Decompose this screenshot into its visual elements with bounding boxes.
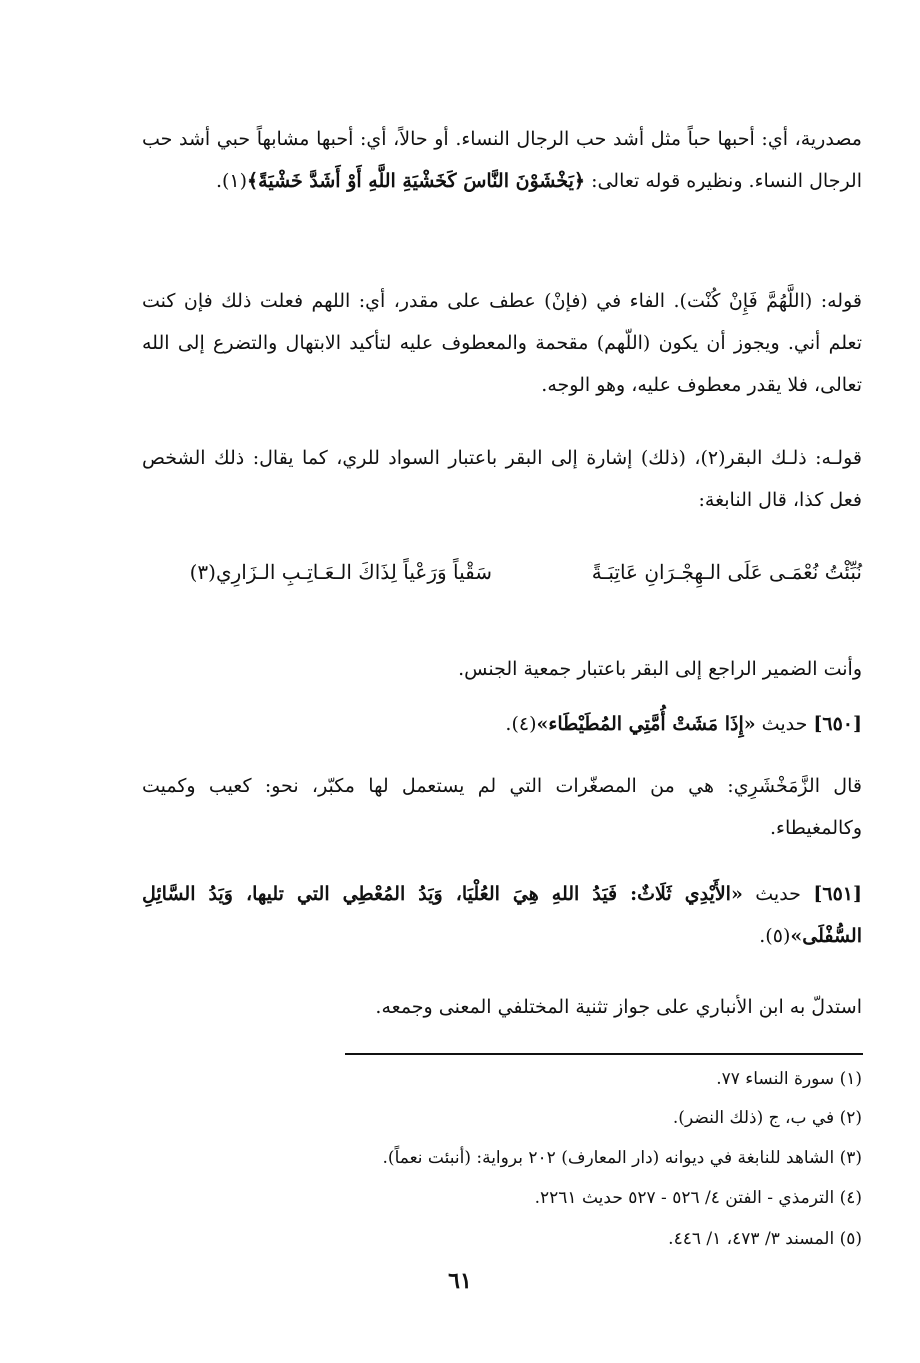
hadith-650 bbox=[142, 703, 862, 745]
paragraph-6 bbox=[142, 765, 862, 849]
paragraph-8 bbox=[142, 986, 862, 1028]
quran-verse: ﴿يَخْشَوْنَ النَّاسَ كَخَشْيَةِ اللَّهِ أَوْ أَشَدَّ خَشْيَةً﴾ bbox=[247, 170, 586, 192]
footnote-1: (١) سورة النساء ٧٧. bbox=[716, 1069, 862, 1089]
footnote-5: (٥) المسند ٣/ ٤٧٣، ١/ ٤٤٦. bbox=[668, 1229, 862, 1249]
hadith-number: [٦٥٠] bbox=[813, 713, 862, 735]
footnote-4: (٤) الترمذي - الفتن ٤/ ٥٢٦ - ٥٢٧ حديث ٢٢٦١. bbox=[534, 1188, 862, 1208]
footnote-3: (٣) الشاهد للنابغة في ديوانه (دار المعارف) ٢٠٢ برواية: (أنبئت نعماً). bbox=[382, 1148, 862, 1168]
paragraph-6-text: قال الزَّمَخْشَرِي: هي من المصغّرات التي لم يستعمل لها مكبّر، نحو: كعيب وكميت وكالمغيطاء. bbox=[142, 775, 862, 839]
page-number: ٦١ bbox=[448, 1268, 472, 1294]
hadith-number: [٦٥١] bbox=[813, 883, 862, 905]
verse-first-hemistich: نُبِّئْتُ نُعْمَـى عَلَى الـهِجْـرَانِ عَاتِبَـةً bbox=[591, 560, 862, 584]
poetry-verse bbox=[142, 552, 862, 592]
verse-second-hemistich: سَقْياً وَرَعْياً لِذَاكَ الـعَـاتِـبِ الـزَارِي(٣) bbox=[189, 560, 492, 584]
footnote-2: (٢) في ب، ج (ذلك النضر). bbox=[672, 1108, 862, 1128]
footnote-ref-1: (١). bbox=[215, 170, 248, 192]
paragraph-2 bbox=[142, 280, 862, 406]
footnote-separator bbox=[345, 1053, 863, 1055]
footnote-ref-5: (٥). bbox=[759, 925, 791, 947]
footnote-ref-4: (٤). bbox=[505, 713, 537, 735]
paragraph-4 bbox=[142, 648, 862, 690]
hadith-651 bbox=[142, 873, 862, 957]
hadith-text: «الأَيْدِي ثَلَاثٌ: فَيَدُ اللهِ هِيَ العُلْيَا، وَيَدُ المُعْطِي التي تليها، وَيَدُ السَّائِلِ السُّفْلَى» bbox=[142, 883, 862, 947]
paragraph-8-text: استدلّ به ابن الأنباري على جواز تثنية المختلفي المعنى وجمعه. bbox=[375, 996, 862, 1018]
hadith-label: حديث bbox=[755, 713, 814, 735]
paragraph-1 bbox=[142, 118, 862, 202]
paragraph-1-text: مصدرية، أي: أحبها حباً مثل أشد حب الرجال النساء. أو حالاً، أي: أحبها مشابهاً حبي أشد حب الرجال النساء. ونظيره قوله تعالى: bbox=[142, 128, 862, 192]
paragraph-3-text: قولـه: ذلـك البقر(٢)، (ذلك) إشارة إلى البقر باعتبار السواد للري، كما يقال: ذلك الشخص فعل كذا، قال النابغة: bbox=[142, 447, 862, 511]
paragraph-3 bbox=[142, 437, 862, 521]
hadith-text: «إِذَا مَشَتْ أُمَّتِي المُطَيْطَاء» bbox=[536, 713, 756, 735]
paragraph-2-text: قوله: (اللَّهُمَّ فَإِنْ كُنْت). الفاء في (فإنْ) عطف على مقدر، أي: اللهم فعلت ذلك فإن كنت تعلم أني. ويجوز أن يكون (اللّهم) مقحمة والمعطوف عليه لتأكيد الابتهال والتضرع إلى الله تعالى، فلا يقدر معطوف عليه، وهو الوجه. bbox=[142, 290, 862, 396]
hadith-label: حديث bbox=[742, 883, 814, 905]
paragraph-4-text: وأنت الضمير الراجع إلى البقر باعتبار جمعية الجنس. bbox=[458, 658, 862, 680]
